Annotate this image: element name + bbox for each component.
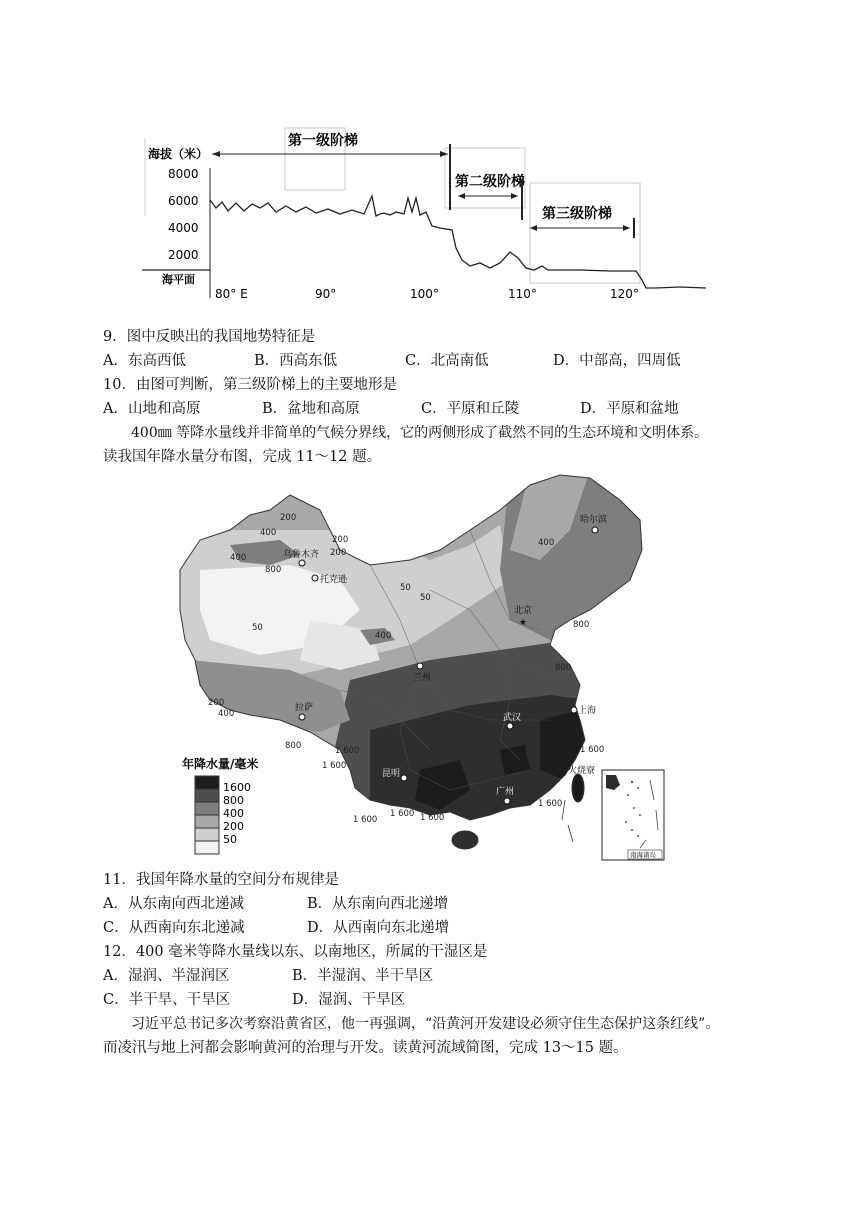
- q11-stem: 11．我国年降水量的空间分布规律是: [103, 872, 339, 888]
- contour-label: 200: [330, 548, 347, 558]
- q9-option-c[interactable]: C．北高南低: [405, 353, 489, 369]
- x-tick: 110°: [508, 287, 537, 301]
- q9-option-d[interactable]: D．中部高，四周低: [553, 353, 681, 369]
- q10-option-a[interactable]: A．山地和高原: [103, 401, 201, 417]
- legend-value: 200: [223, 820, 244, 833]
- legend-title: 年降水量/毫米: [182, 757, 259, 771]
- y-tick: 8000: [168, 167, 199, 181]
- x-tick: 80° E: [215, 287, 248, 301]
- y-tick: 4000: [168, 221, 199, 235]
- rain-intro-line1: 400㎜ 等降水量线并非简单的气候分界线，它的两侧形成了截然不同的生态环境和文明体系。: [131, 425, 709, 441]
- contour-label: 1 600: [353, 815, 378, 825]
- city-huoshaoliao: 火烧寮: [568, 766, 596, 776]
- contour-label: 50: [400, 583, 411, 593]
- q10-option-d[interactable]: D．平原和盆地: [580, 401, 679, 417]
- taiwan-island: [572, 774, 584, 802]
- svg-text:★: ★: [519, 618, 528, 628]
- q12-option-b[interactable]: B．半湿润、半干旱区: [292, 968, 434, 984]
- sea-level-label: 海平面: [162, 273, 195, 286]
- hainan-island: [452, 831, 478, 849]
- legend-value: 50: [223, 833, 237, 846]
- city-lanzhou: 兰州: [413, 673, 432, 683]
- city-lhasa: 拉萨: [295, 703, 314, 713]
- legend-value: 400: [223, 807, 244, 820]
- city-urumqi: 乌鲁木齐: [283, 550, 320, 560]
- q12-stem: 12．400 毫米等降水量线以东、以南地区，所属的干湿区是: [103, 944, 488, 960]
- city-kunming: 昆明: [382, 769, 401, 779]
- contour-label: 400: [375, 631, 392, 641]
- q11-option-c[interactable]: C．从西南向东北递减: [103, 920, 245, 936]
- elevation-profile-line: [210, 196, 706, 288]
- q10-option-b[interactable]: B．盆地和高原: [262, 401, 360, 417]
- q11-option-d[interactable]: D．从西南向东北递增: [307, 920, 450, 936]
- contour-label: 50: [252, 623, 263, 633]
- x-tick: 100°: [410, 287, 439, 301]
- q9-stem: 9．图中反映出的我国地势特征是: [103, 329, 316, 345]
- legend-value: 1600: [223, 781, 251, 794]
- contour-label: 400: [538, 538, 555, 548]
- contour-label: 400: [260, 528, 277, 538]
- step1-label: 第一级阶梯: [288, 133, 358, 149]
- map-legend: [182, 756, 258, 854]
- contour-label: 400: [230, 553, 247, 563]
- contour-label: 1 600: [322, 761, 347, 771]
- contour-label: 800: [555, 663, 572, 673]
- yellow-river-intro-line1: 习近平总书记多次考察沿黄省区，他一再强调，“沿黄河开发建设必须守住生态保护这条红线”。: [131, 1016, 720, 1032]
- city-beijing: 北京: [514, 606, 533, 616]
- terrain-profile-figure: [140, 108, 720, 323]
- contour-label: 200: [332, 535, 349, 545]
- step2-label: 第二级阶梯: [455, 174, 525, 190]
- q11-option-b[interactable]: B．从东南向西北递增: [307, 896, 449, 912]
- contour-label: 1 600: [538, 799, 563, 809]
- precipitation-map: [170, 470, 668, 862]
- contour-label: 400: [218, 709, 235, 719]
- y-tick: 6000: [168, 194, 199, 208]
- q12-option-c[interactable]: C．半干旱、干旱区: [103, 992, 231, 1008]
- contour-label: 200: [280, 513, 297, 523]
- contour-label: 1 600: [335, 746, 360, 756]
- y-axis-label: 海拔（米）: [148, 147, 209, 161]
- q9-option-a[interactable]: A．东高西低: [103, 353, 186, 369]
- rain-intro-line2: 读我国年降水量分布图，完成 11～12 题。: [103, 449, 382, 465]
- x-tick: 120°: [610, 287, 639, 301]
- inset-label: 南海诸岛: [630, 851, 656, 859]
- contour-label: 800: [573, 620, 590, 630]
- south-china-sea-inset: [602, 770, 664, 860]
- contour-label: 200: [208, 698, 225, 708]
- q10-stem: 10．由图可判断，第三级阶梯上的主要地形是: [103, 377, 397, 393]
- contour-label: 800: [285, 741, 302, 751]
- q9-option-b[interactable]: B．西高东低: [254, 353, 338, 369]
- step3-label: 第三级阶梯: [542, 206, 612, 222]
- legend-value: 800: [223, 794, 244, 807]
- city-guangzhou: 广州: [496, 787, 515, 797]
- contour-label: 1 600: [580, 745, 605, 755]
- x-tick: 90°: [315, 287, 337, 301]
- contour-label: 1 600: [390, 809, 415, 819]
- yellow-river-intro-line2: 而凌汛与地上河都会影响黄河的治理与开发。读黄河流域简图，完成 13～15 题。: [103, 1040, 628, 1056]
- q11-option-a[interactable]: A．从东南向西北递减: [103, 896, 244, 912]
- q10-option-c[interactable]: C．平原和丘陵: [421, 401, 520, 417]
- contour-label: 800: [265, 565, 282, 575]
- q12-option-a[interactable]: A．湿润、半湿润区: [103, 968, 230, 984]
- y-tick: 2000: [168, 248, 199, 262]
- city-shanghai: 上海: [578, 706, 597, 716]
- city-harbin: 哈尔滨: [580, 515, 608, 525]
- contour-label: 50: [420, 593, 431, 603]
- city-wuhan: 武汉: [503, 713, 522, 723]
- city-toksun: 托克逊: [320, 575, 348, 585]
- contour-label: 1 600: [420, 813, 445, 823]
- q12-option-d[interactable]: D．湿润、干旱区: [292, 992, 406, 1008]
